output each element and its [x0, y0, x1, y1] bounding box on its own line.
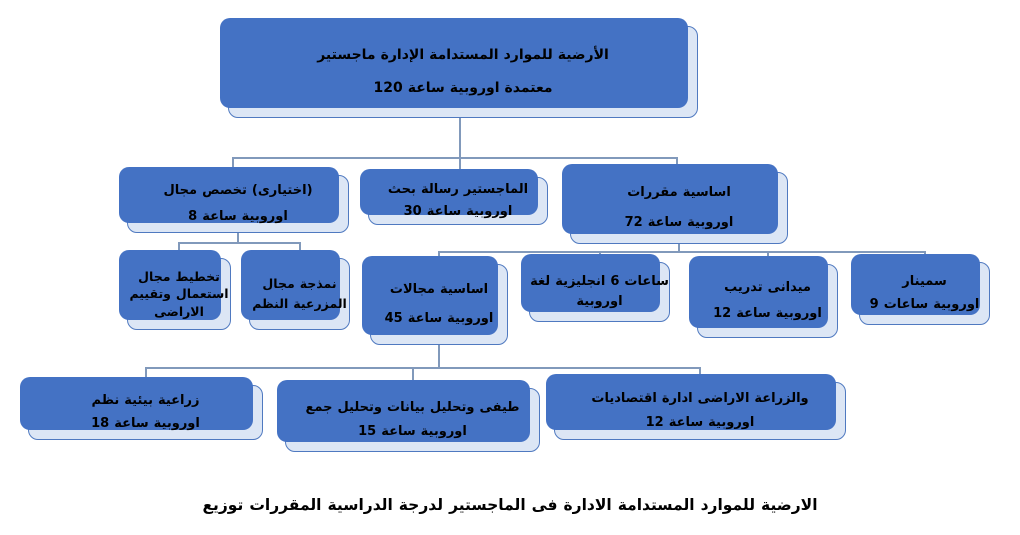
node-thesis-research — [368, 177, 548, 225]
node-hours-line: 9 ساعات اوروبية — [869, 297, 980, 312]
connector-line — [145, 367, 701, 369]
node-title-line: مجال تخطيط — [138, 268, 220, 284]
node-field-training — [697, 264, 838, 338]
node-economics-land-agriculture — [554, 382, 846, 440]
node-landuse-planning-field — [127, 258, 231, 330]
node-core-fields — [370, 264, 508, 345]
node-title-line: بحث رسالة الماجستير — [387, 181, 529, 197]
node-title-line: مجال تخصص (اختيارى) — [163, 183, 313, 199]
node-title-line: لغة انجليزية 6 ساعات — [530, 274, 669, 290]
node-hours-line: 8 ساعة اوروبية — [188, 208, 288, 224]
node-title-line: اقتصاديات ادارة الاراضى والزراعة — [591, 391, 809, 407]
node-hours-line: 72 ساعة اوروبية — [624, 214, 734, 230]
node-title-line: مقررات اساسية — [627, 185, 731, 201]
node-hours-line: 45 ساعة اوروبية — [384, 310, 494, 326]
node-seminar — [859, 262, 990, 325]
connector-line — [438, 345, 440, 368]
node-title-line: ماجستير الإدارة المستدامة للموارد الأرضية — [317, 46, 609, 63]
node-elective-specialization — [127, 175, 349, 233]
node-hours-line: 120 ساعة اوروبية معتمدة — [373, 80, 553, 96]
connector-line — [459, 118, 461, 158]
node-hours-line: 12 ساعة اوروبية — [713, 306, 822, 321]
node-data-collection-analysis — [285, 388, 540, 452]
node-farm-systems-modeling-field — [249, 258, 350, 330]
node-masters-root — [228, 26, 698, 118]
node-english-language — [529, 262, 670, 322]
node-title-line: النظم المزرعية — [252, 296, 347, 311]
node-title-line: نظم بيئية زراعية — [91, 392, 200, 408]
node-hours-line: 18 ساعة اوروبية — [91, 416, 200, 431]
connector-line — [438, 251, 926, 253]
node-title-line: جمع وتحليل بيانات وتحليل طيفى — [305, 399, 520, 415]
node-title-line: الاراضى — [154, 303, 204, 319]
node-title-line: مجال نمذجة — [262, 276, 337, 292]
diagram-caption: توزيع المقررات الدراسية لدرجة الماجستير فى الادارة المستدامة للموارد الارضية — [202, 496, 818, 514]
connector-line — [178, 242, 301, 244]
node-title-line: سمينار — [902, 273, 947, 289]
node-title-line: وتقييم استعمال — [129, 286, 229, 302]
node-hours-line: 12 ساعة اوروبية — [645, 414, 755, 430]
node-hours-line: 30 ساعة اوروبية — [403, 204, 513, 219]
node-core-courses — [570, 172, 788, 244]
node-title-line: مجالات اساسية — [389, 282, 489, 298]
node-title-line: تدريب ميدانى — [724, 279, 811, 295]
node-agro-ecosystems — [28, 385, 263, 440]
connector-line — [232, 157, 678, 159]
node-title-line: اوروبية — [576, 293, 623, 309]
node-hours-line: 15 ساعة اوروبية — [358, 424, 467, 439]
